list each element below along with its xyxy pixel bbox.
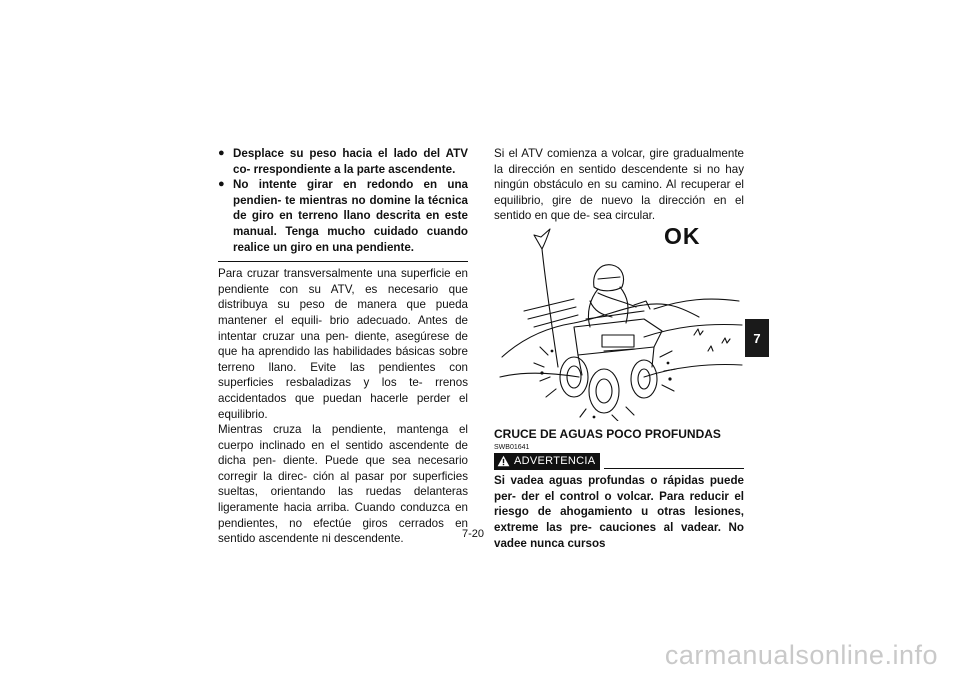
atv-illustration [494, 222, 744, 421]
bullet-text: Desplace su peso hacia el lado del ATV co- rrespondiente a la parte ascendente. [233, 147, 468, 176]
figure-ok-label: OK [664, 222, 701, 249]
paragraph: Mientras cruza la pendiente, mantenga el cuerpo inclinado en el sentido ascendente de dicha pen- diente. Puede que sea necesario corregir la direc- ción al pasar por superficies sueltas, orientando las ruedas delanteras ligeramente hacia arriba. Cuando conduzca en pendientes, no efectúe giros cerrados en sentido ascendente ni descendente. [218, 423, 468, 546]
watermark: carmanualsonline.info [664, 640, 938, 670]
chapter-tab: 7 [745, 319, 769, 357]
divider [218, 261, 468, 262]
right-column [494, 146, 744, 551]
warning-header [494, 453, 744, 471]
paragraph: Si el ATV comienza a volcar, gire gradualmente la dirección en sentido descendente si no hay ningún obstáculo en su camino. Al recuperar el equilibrio, gire de nuevo la dirección en el sentido en que de- sea circular. [494, 147, 744, 223]
atv-rider-drawing [494, 222, 744, 421]
bullet-list [218, 146, 468, 255]
warning-rule [604, 468, 744, 469]
bullet-item [218, 177, 468, 255]
paragraph: Para cruzar transversalmente una superficie en pendiente con su ATV, es necesario que distribuya su peso de manera que pueda mantener el equili- brio adecuado. Antes de intentar cruzar una pen- diente, asegúrese de que ha aprendido las habilidades básicas sobre terreno llano. Evite las pendientes con superficies resbaladizas y los te- rrenos accidentados que puedan hacerle perder el equilibrio. [218, 267, 468, 421]
bullet-item [218, 146, 468, 177]
warning-text: Si vadea aguas profundas o rápidas puede per- der el control o volcar. Para reducir el riesgo de ahogamiento u otras lesiones, extreme las pre- cauciones al vadear. No vadee nunca cursos [494, 474, 744, 550]
bullet-icon: ● [218, 147, 225, 159]
page-number: 7-20 [462, 528, 485, 540]
bullet-text: No intente girar en redondo en una pendien- te mientras no domine la técnica de giro en terreno llano descrita en este manual. Tenga mucho cuidado cuando realice un giro en una pendiente. [233, 178, 468, 254]
warning-triangle-icon [497, 455, 510, 467]
warning-label: ADVERTENCIA [514, 454, 596, 467]
left-column [218, 146, 468, 547]
section-title: CRUCE DE AGUAS POCO PROFUNDAS [494, 426, 721, 441]
warning-code: SWB01641 [494, 443, 530, 451]
bullet-icon: ● [218, 178, 225, 191]
warning-badge [494, 453, 600, 471]
